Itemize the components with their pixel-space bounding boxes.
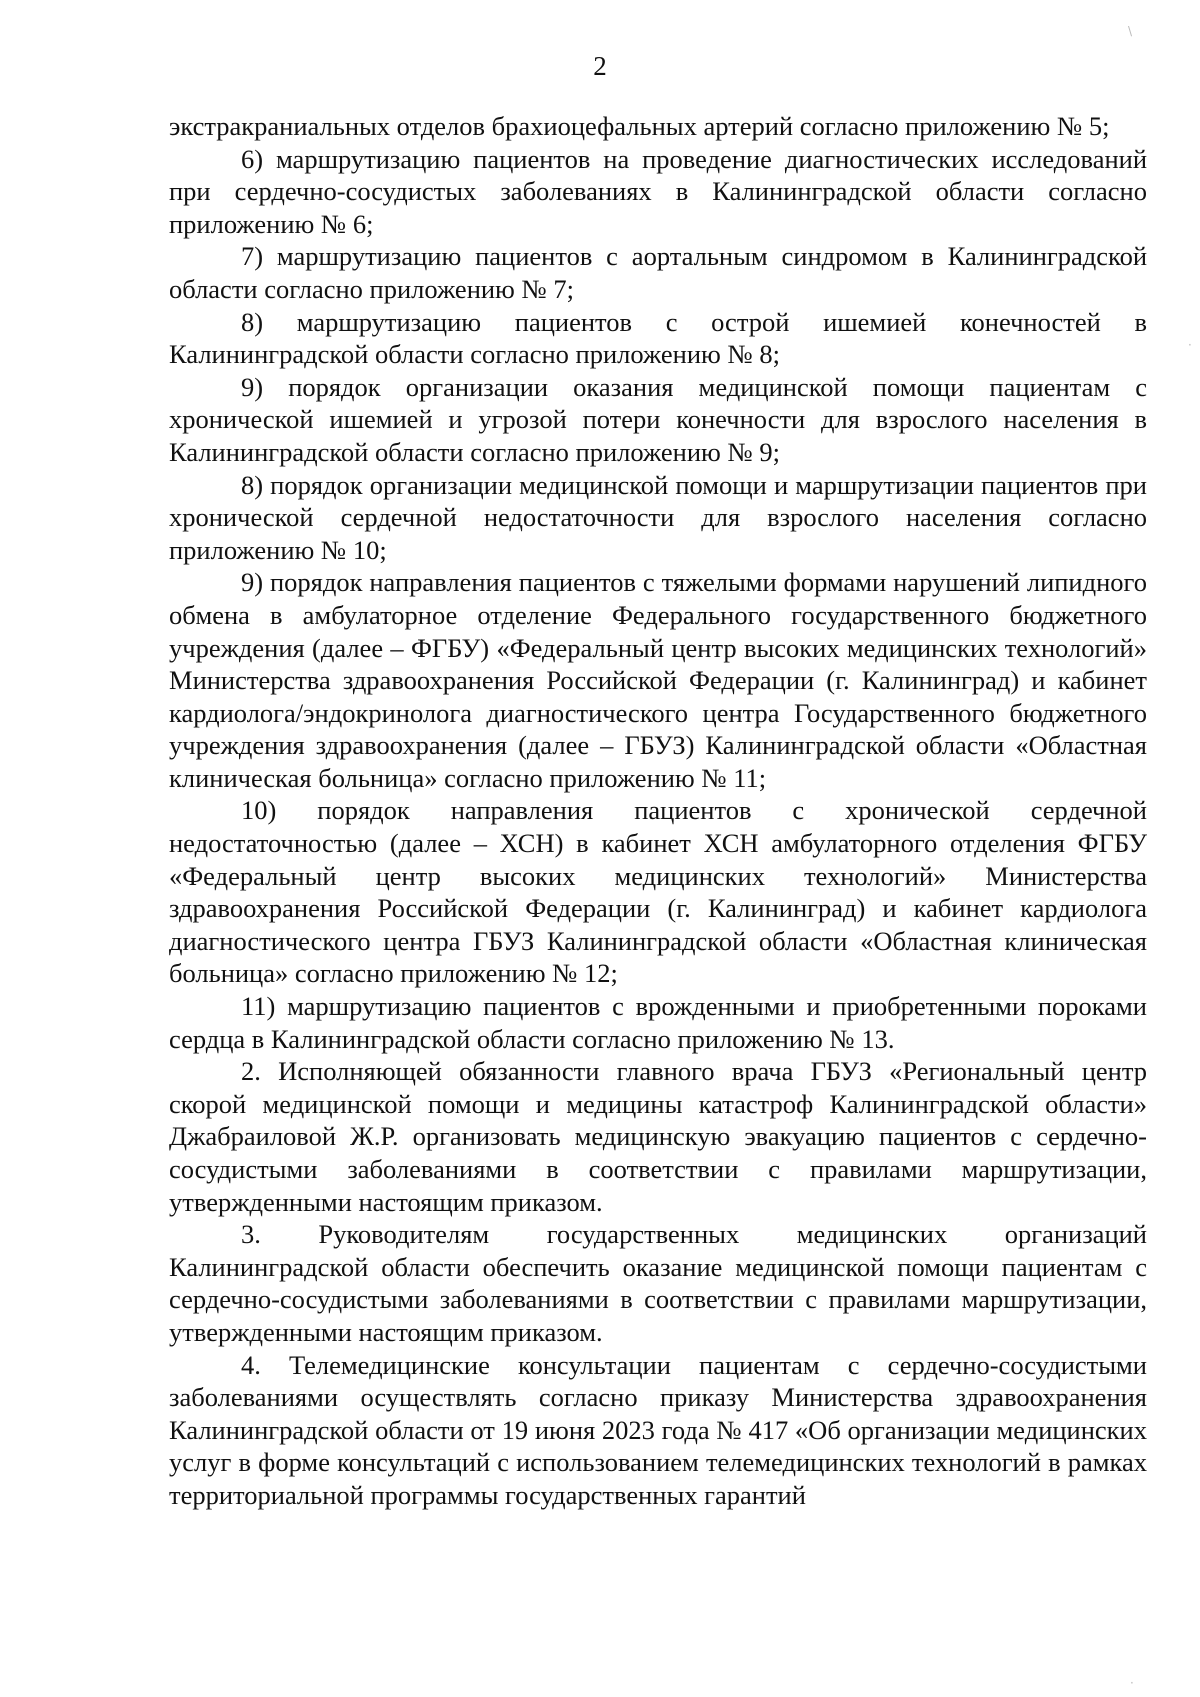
list-item-10: 10) порядок направления пациентов с хронической сердечной недостаточностью (далее – ХСН) в кабинет ХСН амбулаторного отделения ФГБУ «Федеральный центр высоких медицинских технологий» Министерства здравоохранения Российской Федерации (г. Калининград) и кабинет кардиолога диагностического центра ГБУЗ Калининградской области «Областная клиническая больница» согласно приложению № 12;: [169, 795, 1147, 989]
document-body: [169, 110, 1147, 1512]
scan-speck: ·: [1130, 1676, 1134, 1690]
clause-2: 2. Исполняющей обязанности главного врача ГБУЗ «Региональный центр скорой медицинской помощи и медицины катастроф Калининградской области» Джабраиловой Ж.Р. организовать медицинскую эвакуацию пациентов с сердечно-сосудистыми заболеваниями в соответствии с правилами маршрутизации, утвержденными настоящим приказом.: [169, 1056, 1147, 1217]
list-item-8: 8) маршрутизацию пациентов с острой ишемией конечностей в Калининградской области согласно приложению № 8;: [169, 306, 1147, 370]
list-item-9-second: 9) порядок направления пациентов с тяжелыми формами нарушений липидного обмена в амбулаторное отделение Федерального государственного бюджетного учреждения (далее – ФГБУ) «Федеральный центр высоких медицинских технологий» Министерства здравоохранения Российской Федерации (г. Калининград) и кабинет кардиолога/эндокринолога диагностического центра Государственного бюджетного учреждения здравоохранения (далее – ГБУЗ) Калининградской области «Областная клиническая больница» согласно приложению № 11;: [169, 567, 1147, 793]
list-item-9: 9) порядок организации оказания медицинской помощи пациентам с хронической ишемией и угрозой потери конечности для взрослого населения в Калининградской области согласно приложению № 9;: [169, 371, 1147, 467]
list-item-8-second: 8) порядок организации медицинской помощи и маршрутизации пациентов при хронической сердечной недостаточности для взрослого населения согласно приложению № 10;: [169, 469, 1147, 565]
clause-3: 3. Руководителям государственных медицинских организаций Калининградской области обеспечить оказание медицинской помощи пациентам с сердечно-сосудистыми заболеваниями в соответствии с правилами маршрутизации, утвержденными настоящим приказом.: [169, 1219, 1147, 1347]
list-item-7: 7) маршрутизацию пациентов с аортальным синдромом в Калининградской области согласно приложению № 7;: [169, 241, 1147, 304]
paragraph-continuation: экстракраниальных отделов брахиоцефальных артерий согласно приложению № 5;: [169, 111, 1110, 141]
list-item-6: 6) маршрутизацию пациентов на проведение диагностических исследований при сердечно-сосудистых заболеваниях в Калининградской области согласно приложению № 6;: [169, 143, 1147, 239]
scan-speck: \: [1128, 24, 1133, 38]
page-number: 2: [593, 51, 607, 81]
list-item-11: 11) маршрутизацию пациентов с врожденными и приобретенными пороками сердца в Калининградской области согласно приложению № 13.: [169, 991, 1147, 1054]
clause-4: 4. Телемедицинские консультации пациентам с сердечно-сосудистыми заболеваниями осуществлять согласно приказу Министерства здравоохранения Калининградской области от 19 июня 2023 года № 417 «Об организации медицинских услуг в форме консультаций с использованием телемедицинских технологий в рамках территориальной программы государственных гарантий: [169, 1349, 1147, 1510]
scan-speck: ·: [1188, 338, 1192, 352]
